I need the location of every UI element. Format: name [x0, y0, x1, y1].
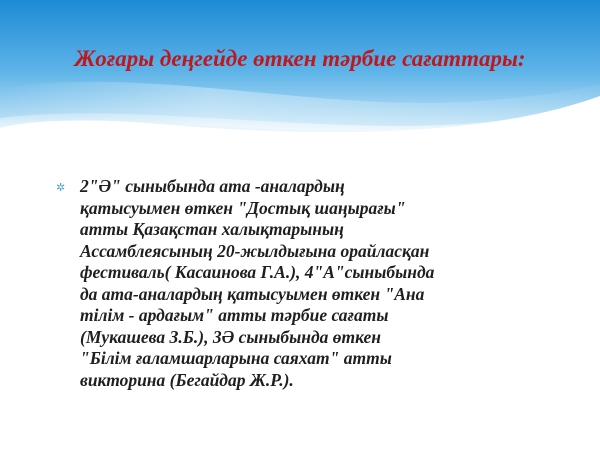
bullet-line: қатысуымен өткен "Достық шаңырағы": [80, 197, 406, 218]
header-wave-graphic: [0, 0, 600, 150]
bullet-line: (Мукашева З.Б.), 3Ә сыныбында өткен: [80, 326, 381, 347]
header-band: [0, 0, 600, 150]
bullet-item: [56, 176, 536, 391]
bullet-line: тілім - ардағым" атты тәрбие сағаты: [80, 305, 389, 325]
bullet-line: викторина (Бегайдар Ж.Р.).: [80, 369, 294, 390]
slide-content: [56, 176, 536, 391]
bullet-line: Ассамблеясының 20-жылдығына орайласқан: [80, 240, 430, 261]
bullet-line: да ата-аналардың қатысуымен өткен "Ана: [80, 283, 425, 304]
bullet-line: атты Қазақстан халықтарының: [80, 219, 344, 239]
bullet-line: "Білім ғаламшарларына саяхат" атты: [80, 348, 392, 368]
bullet-line: фестиваль( Касаинова Г.А.), 4"А"сыныбында: [80, 262, 435, 282]
slide-title: Жоғары деңгейде өткен тәрбие сағаттары:: [74, 46, 526, 71]
bullet-line: 2"Ә" сыныбында ата -аналардың: [80, 176, 345, 196]
bullet-text: [80, 176, 536, 391]
asterisk-bullet-icon: ✲: [56, 181, 66, 194]
